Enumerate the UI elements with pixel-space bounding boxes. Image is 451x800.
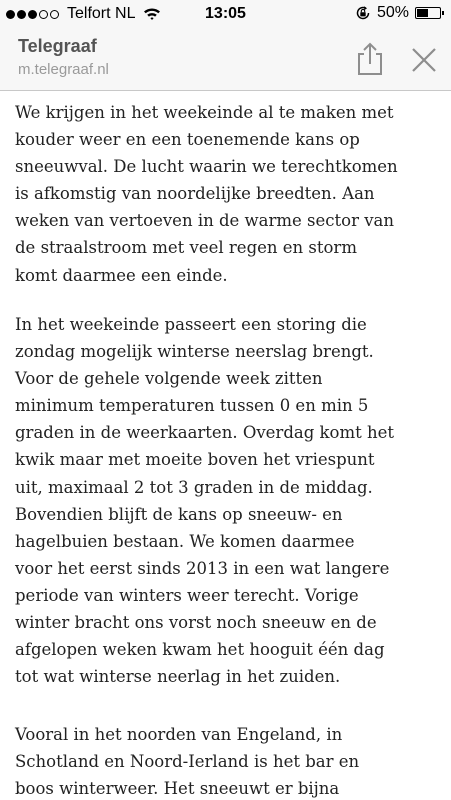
page-url[interactable]: m.telegraaf.nl [18, 61, 109, 78]
article-line: Vooral in het noorden van Engeland, in [15, 725, 343, 744]
article-line: tot wat winterse neerlag in het zuiden. [15, 667, 341, 687]
rotation-lock-icon [355, 5, 371, 21]
article-paragraph [15, 721, 440, 800]
battery-percent: 50% [376, 4, 409, 21]
article-paragraph [15, 311, 440, 690]
article-line: boos winterweer. Het sneeuwt er bijna [15, 779, 340, 799]
article-line: Voor de gehele volgende week zitten [15, 369, 323, 389]
page-title: Telegraaf [18, 36, 97, 56]
article-line: periode van winters weer terecht. Vorige [15, 585, 359, 605]
article-line: weken van vertoeven in de warme sector van [15, 211, 394, 231]
article-line: voor het eerst sinds 2013 in een wat langere [15, 558, 390, 578]
article-line: We krijgen in het weekeinde al te maken met [15, 103, 394, 122]
article-line: kwik maar met moeite boven het vriespunt [15, 450, 375, 470]
article-line: is afkomstig van noordelijke breedten. Aan [15, 184, 375, 204]
article-line: Schotland en Noord-Ierland is het bar en [15, 752, 360, 772]
article-body [0, 91, 451, 800]
article-line: uit, maximaal 2 tot 3 graden in de middag. [15, 477, 373, 497]
browser-navbar [0, 28, 451, 91]
battery-nub [442, 11, 444, 15]
article-line: zondag mogelijk winterse neerslag brengt. [15, 342, 374, 362]
article-line: afgelopen weken kwam het hooguit één dag [15, 640, 385, 660]
article-paragraph [15, 99, 440, 289]
article-line: hagelbuien bestaan. We komen daarmee [15, 531, 355, 551]
article-line: winter bracht ons vorst noch sneeuw en de [15, 613, 377, 633]
battery-icon [415, 7, 441, 19]
close-icon[interactable] [410, 46, 438, 74]
clock: 13:05 [205, 5, 246, 22]
article-line: graden in de weerkaarten. Overdag komt het [15, 423, 395, 443]
article-line: de straalstroom met veel regen en storm [15, 238, 357, 258]
article-line: minimum temperaturen tussen 0 en min 5 [15, 396, 369, 416]
article-line: In het weekeinde passeert een storing die [15, 315, 367, 334]
carrier-name: Telfort NL [67, 5, 136, 22]
battery-level-fill [417, 9, 428, 17]
article-line: kouder weer en een toenemende kans op [15, 130, 360, 150]
article-line: Bovendien blijft de kans op sneeuw- en [15, 504, 343, 524]
status-bar [0, 0, 451, 28]
share-icon[interactable] [354, 42, 386, 76]
article-line: sneeuwval. De lucht waarin we terechtkomen [15, 157, 398, 177]
status-bar-right [355, 4, 441, 22]
article-line: komt daarmee een einde. [15, 265, 228, 285]
